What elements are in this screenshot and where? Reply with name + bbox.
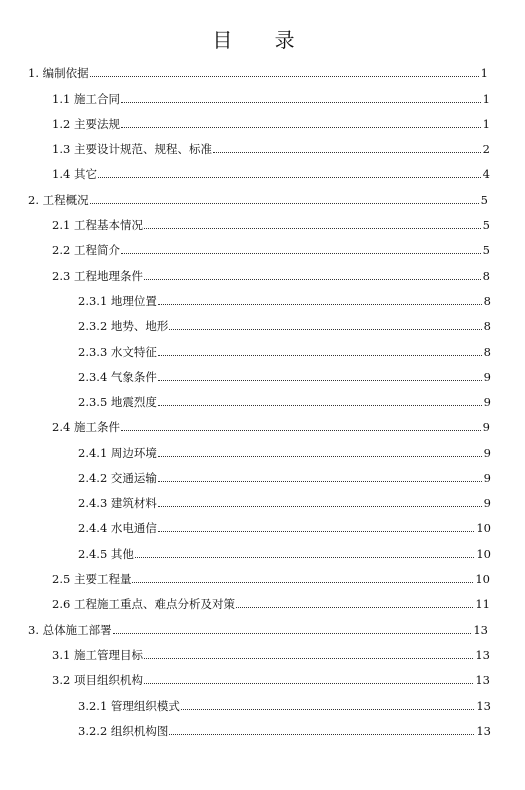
toc-leader-dots xyxy=(144,278,481,280)
toc-entry-label: 3.1 施工管理目标 xyxy=(52,648,143,662)
toc-entry[interactable] xyxy=(78,446,491,460)
toc-leader-dots xyxy=(169,733,474,735)
toc-entry-page: 10 xyxy=(475,572,490,586)
toc-entry-label: 2. 工程概况 xyxy=(28,193,89,207)
toc-entry-page: 9 xyxy=(483,446,491,460)
toc-leader-dots xyxy=(213,151,481,153)
toc-leader-dots xyxy=(158,354,482,356)
toc-entry-label: 2.3 工程地理条件 xyxy=(52,269,143,283)
toc-entry-page: 8 xyxy=(482,269,490,283)
toc-leader-dots xyxy=(90,202,479,204)
toc-entry[interactable] xyxy=(78,724,491,738)
toc-entry[interactable] xyxy=(28,66,488,80)
toc-entry[interactable] xyxy=(78,319,491,333)
toc-entry[interactable] xyxy=(52,673,490,687)
toc-leader-dots xyxy=(169,328,481,330)
toc-leader-dots xyxy=(90,75,479,77)
toc-leader-dots xyxy=(121,252,481,254)
toc-entry-label: 3.2.1 管理组织模式 xyxy=(78,699,180,713)
toc-entry-label: 2.5 主要工程量 xyxy=(52,572,132,586)
toc-entry-page: 1 xyxy=(482,117,490,131)
toc-entry-page: 2 xyxy=(482,142,490,156)
toc-entry-page: 10 xyxy=(476,547,491,561)
toc-entry-label: 1.3 主要设计规范、规程、标准 xyxy=(52,142,212,156)
toc-entry-label: 2.2 工程简介 xyxy=(52,243,120,257)
toc-entry-label: 2.1 工程基本情况 xyxy=(52,218,143,232)
toc-entry-page: 8 xyxy=(483,294,491,308)
toc-leader-dots xyxy=(98,176,481,178)
toc-entry-label: 2.3.1 地理位置 xyxy=(78,294,157,308)
toc-entry-page: 5 xyxy=(482,243,490,257)
toc-leader-dots xyxy=(144,657,473,659)
toc-entry-page: 5 xyxy=(480,193,488,207)
toc-entry[interactable] xyxy=(52,420,490,434)
toc-entry[interactable] xyxy=(28,193,488,207)
toc-leader-dots xyxy=(132,581,473,583)
toc-entry-label: 1.2 主要法规 xyxy=(52,117,120,131)
toc-title: 目 录 xyxy=(212,28,313,52)
toc-entry[interactable] xyxy=(52,92,490,106)
toc-leader-dots xyxy=(158,455,482,457)
toc-leader-dots xyxy=(158,404,482,406)
toc-entry-page: 13 xyxy=(473,623,488,637)
toc-entry[interactable] xyxy=(78,699,491,713)
toc-entry-page: 13 xyxy=(476,699,491,713)
toc-entry-label: 1. 编制依据 xyxy=(28,66,89,80)
toc-entry-page: 13 xyxy=(475,673,490,687)
toc-entry-page: 9 xyxy=(483,496,491,510)
toc-entry[interactable] xyxy=(52,648,490,662)
toc-entry-page: 8 xyxy=(483,345,491,359)
toc-entry[interactable] xyxy=(52,142,490,156)
toc-entry[interactable] xyxy=(78,547,491,561)
toc-entry-label: 2.4.1 周边环境 xyxy=(78,446,157,460)
toc-leader-dots xyxy=(236,606,473,608)
toc-entry[interactable] xyxy=(78,496,491,510)
toc-entry-label: 2.4 施工条件 xyxy=(52,420,120,434)
toc-entry-page: 9 xyxy=(483,471,491,485)
toc-entry-label: 2.3.5 地震烈度 xyxy=(78,395,157,409)
toc-entry-label: 2.4.3 建筑材料 xyxy=(78,496,157,510)
toc-entry[interactable] xyxy=(28,623,488,637)
toc-entry-page: 9 xyxy=(482,420,490,434)
toc-entry-page: 1 xyxy=(480,66,488,80)
toc-leader-dots xyxy=(158,530,474,532)
toc-entry-page: 10 xyxy=(476,521,491,535)
toc-entry-page: 5 xyxy=(482,218,490,232)
toc-leader-dots xyxy=(144,227,481,229)
toc-entry-page: 9 xyxy=(483,395,491,409)
toc-entry-page: 9 xyxy=(483,370,491,384)
toc-entry-label: 2.4.4 水电通信 xyxy=(78,521,157,535)
toc-entry[interactable] xyxy=(78,370,491,384)
toc-leader-dots xyxy=(113,632,472,634)
toc-entry-label: 2.3.3 水文特征 xyxy=(78,345,157,359)
toc-entry[interactable] xyxy=(78,395,491,409)
toc-entry-label: 2.3.4 气象条件 xyxy=(78,370,157,384)
toc-entry-label: 2.3.2 地势、地形 xyxy=(78,319,169,333)
toc-leader-dots xyxy=(121,429,481,431)
toc-entry-page: 8 xyxy=(483,319,491,333)
toc-entry[interactable] xyxy=(78,471,491,485)
toc-leader-dots xyxy=(121,101,481,103)
toc-entry[interactable] xyxy=(78,294,491,308)
toc-entry-page: 4 xyxy=(482,167,490,181)
toc-entry-label: 3.2 项目组织机构 xyxy=(52,673,143,687)
toc-entry[interactable] xyxy=(52,243,490,257)
toc-entry[interactable] xyxy=(52,218,490,232)
toc-entry-page: 11 xyxy=(475,597,490,611)
toc-leader-dots xyxy=(158,480,482,482)
toc-entry-label: 1.1 施工合同 xyxy=(52,92,120,106)
toc-entry[interactable] xyxy=(52,269,490,283)
toc-leader-dots xyxy=(158,379,482,381)
toc-entry[interactable] xyxy=(52,117,490,131)
toc-entry-label: 2.4.2 交通运输 xyxy=(78,471,157,485)
toc-entry-label: 3. 总体施工部署 xyxy=(28,623,112,637)
toc-entry[interactable] xyxy=(78,521,491,535)
toc-entry-label: 2.4.5 其他 xyxy=(78,547,134,561)
toc-leader-dots xyxy=(181,708,474,710)
toc-leader-dots xyxy=(158,505,482,507)
toc-entry-label: 3.2.2 组织机构图 xyxy=(78,724,169,738)
toc-entry[interactable] xyxy=(52,167,490,181)
toc-entry-label: 2.6 工程施工重点、难点分析及对策 xyxy=(52,597,235,611)
toc-leader-dots xyxy=(135,556,474,558)
toc-entry-label: 1.4 其它 xyxy=(52,167,97,181)
toc-entry[interactable] xyxy=(78,345,491,359)
toc-entry-page: 1 xyxy=(482,92,490,106)
toc-leader-dots xyxy=(158,303,482,305)
toc-entry-page: 13 xyxy=(476,724,491,738)
toc-entry[interactable] xyxy=(52,597,490,611)
toc-entry[interactable] xyxy=(52,572,490,586)
toc-leader-dots xyxy=(121,126,481,128)
toc-entry-page: 13 xyxy=(475,648,490,662)
toc-leader-dots xyxy=(144,682,473,684)
